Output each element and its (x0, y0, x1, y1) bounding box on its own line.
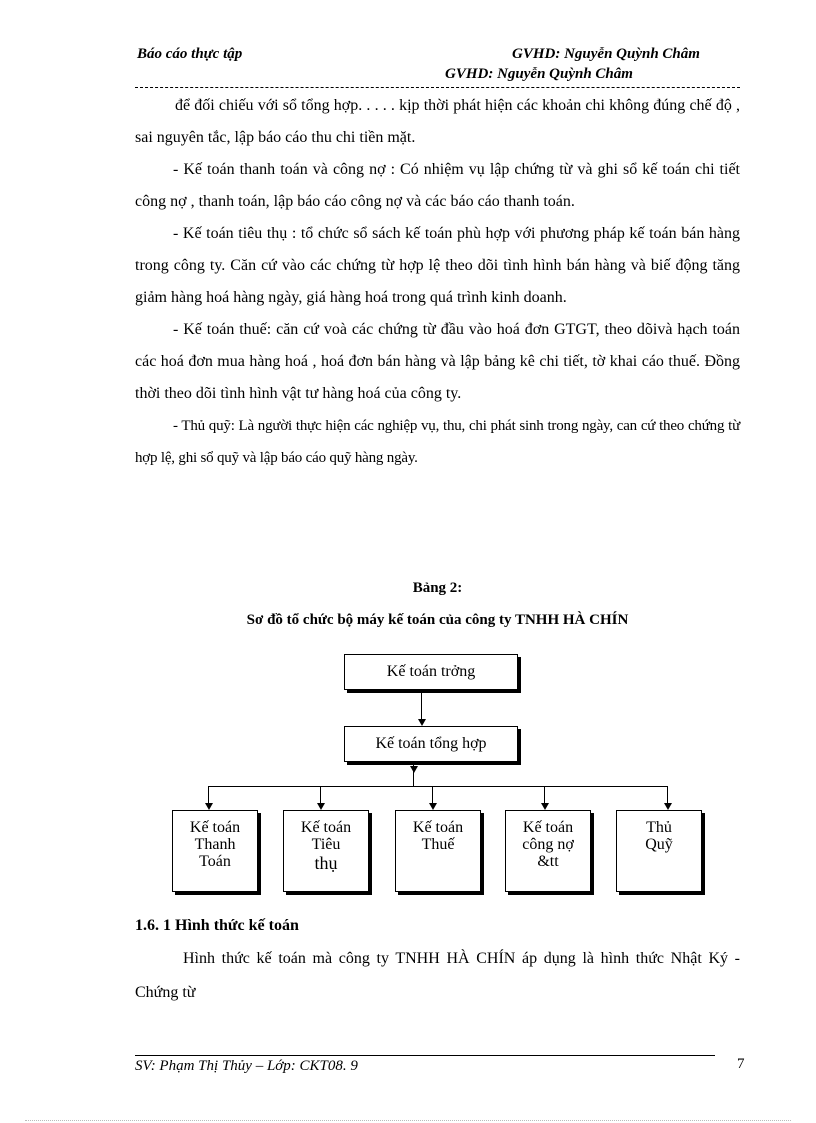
leaf-line: Kế toán (300, 819, 352, 836)
section-body-wrap (135, 942, 740, 1010)
header-left: Báo cáo thực tập (137, 46, 243, 62)
paragraph-4: - Kế toán thuế: căn cứ voà các chứng từ đầu vào hoá đơn GTGT, theo dõivà hạch toán các hoá đơn mua hàng hoá , hoá đơn bán hàng và lập bảng kê chi tiết, tờ khai cáo thuế. Đồng thời theo dõi tình hình vật tư hàng hoá của công ty. (135, 321, 740, 402)
connector-drop-1 (208, 786, 209, 804)
arrow-down-icon (205, 803, 213, 810)
paragraph-1: để đối chiếu với sổ tổng hợp. . . . . kịp thời phát hiện các khoản chi không đúng chế độ , sai nguyên tắc, lập báo cáo thu chi tiền mặt. (135, 97, 740, 146)
arrow-down-icon (664, 803, 672, 810)
connector-horizontal (208, 786, 667, 787)
box-general-accountant: Kế toán tổng hợp (344, 726, 518, 762)
page-bottom-edge (25, 1120, 791, 1121)
leaf-line: Thuế (421, 836, 455, 853)
box-tax-accountant (395, 810, 481, 892)
header-right: GVHD: Nguyễn Quỳnh Châm (512, 46, 700, 62)
box-debt-accountant (505, 810, 591, 892)
arrow-down-icon (418, 719, 426, 726)
box-cashier (616, 810, 702, 892)
box-chief-accountant: Kế toán trởng (344, 654, 518, 690)
leaf-line: Thanh (194, 836, 236, 853)
arrow-down-icon (429, 803, 437, 810)
leaf-line: Toán (199, 853, 231, 870)
arrow-down-icon (541, 803, 549, 810)
paragraph-5: - Thủ quỹ: Là người thực hiện các nghiệp vụ, thu, chi phát sinh trong ngày, can cứ theo chứng từ hợp lệ, ghi sổ quỹ và lập báo cáo quỹ hàng ngày. (135, 418, 740, 466)
leaf-line: Kế toán (412, 819, 464, 836)
leaf-line: Quỹ (645, 836, 673, 853)
footer-divider (135, 1055, 715, 1056)
paragraph-2: - Kế toán thanh toán và công nợ : Có nhiệm vụ lập chứng từ và ghi sổ kế toán chi tiết công nợ , thanh toán, lập báo cáo công nợ và các báo cáo thanh toán. (135, 161, 740, 210)
leaf-line: thụ (314, 853, 338, 873)
footer-left: SV: Phạm Thị Thủy – Lớp: CKT08. 9 (135, 1058, 358, 1074)
section-heading: 1.6. 1 Hình thức kế toán (135, 917, 299, 934)
table-label: Bảng 2: (412, 580, 463, 596)
leaf-line: Kế toán (522, 819, 574, 836)
chart-title: Sơ đồ tổ chức bộ máy kế toán của công ty TNHH HÀ CHÍN (246, 612, 629, 628)
connector-drop-5 (667, 786, 668, 804)
header-right-duplicate: GVHD: Nguyễn Quỳnh Châm (445, 66, 633, 82)
arrow-down-icon (317, 803, 325, 810)
leaf-line: Kế toán (189, 819, 241, 836)
leaf-line: Tiêu (311, 836, 341, 853)
box-sales-accountant (283, 810, 369, 892)
connector-drop-3 (432, 786, 433, 804)
connector-drop-4 (544, 786, 545, 804)
box-payment-accountant (172, 810, 258, 892)
leaf-line: &tt (537, 853, 559, 870)
connector-top (421, 690, 422, 720)
leaf-line: công nợ (522, 836, 574, 853)
paragraph-3: - Kế toán tiêu thụ : tổ chức sổ sách kế toán phù hợp với phương pháp kế toán bán hàng trong công ty. Căn cứ vào các chứng từ hợp lệ theo dõi tình hình bán hàng và biế động tăng giảm hàng hoá hàng ngày, giá hàng hoá trong quá trình kinh doanh. (135, 225, 740, 306)
connector-drop-2 (320, 786, 321, 804)
leaf-line: Thủ (646, 819, 672, 836)
arrow-down-icon (410, 766, 418, 773)
page-number: 7 (737, 1056, 745, 1072)
section-body: Hình thức kế toán mà công ty TNHH HÀ CHÍN áp dụng là hình thức Nhật Ký - Chứng từ (135, 950, 740, 1001)
body-text (135, 90, 740, 474)
header-divider (135, 87, 740, 88)
